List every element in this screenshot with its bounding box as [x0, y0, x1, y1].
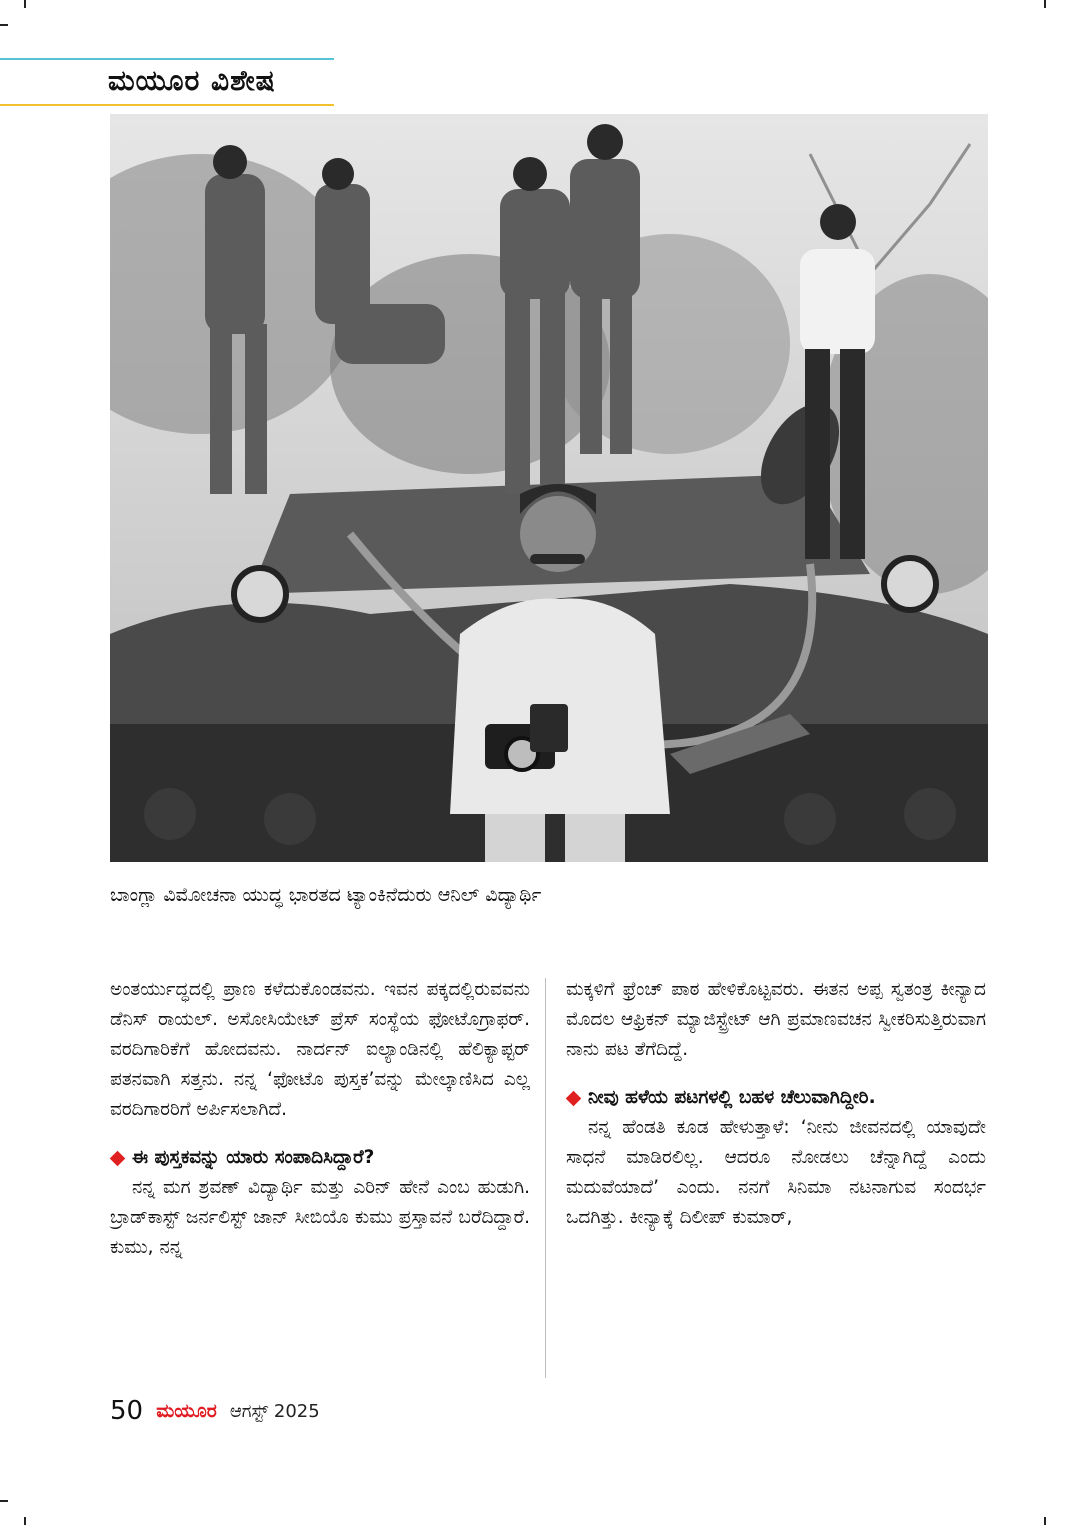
- crop-mark-left-bottom: [0, 1500, 8, 1502]
- header-rule-yellow: [0, 104, 334, 106]
- article-column-left: [110, 975, 530, 1263]
- crop-mark-left-top: [0, 24, 8, 26]
- paragraph: ನನ್ನ ಮಗ ಶ್ರವಣ್ ವಿದ್ಯಾರ್ಥಿ ಮತ್ತು ಎರಿನ್ ಹೇನೆ ಎಂಬ ಹುಡುಗಿ. ಬ್ರಾಡ್‌ಕಾಸ್ಟ್ ಜರ್ನಲಿಸ್ಟ್ ಜಾನ್ ಸೀಬಿಯೊ ಕುಮು ಪ್ರಸ್ತಾವನೆ ಬರೆದಿದ್ದಾರೆ. ಕುಮು, ನನ್ನ: [110, 1177, 530, 1258]
- tank-photo-illustration: [110, 114, 988, 862]
- feature-photo: [110, 114, 988, 862]
- issue-date: ಆಗಸ್ಟ್ 2025: [229, 1400, 320, 1422]
- page-footer: [110, 1396, 320, 1430]
- photo-caption: ಬಾಂಗ್ಲಾ ವಿಮೋಚನಾ ಯುದ್ಧ ಭಾರತದ ಟ್ಯಾಂಕಿನೆದುರು ಆನಿಲ್ ವಿದ್ಯಾರ್ಥಿ: [110, 884, 542, 906]
- interview-question: [110, 1143, 530, 1173]
- magazine-logo: ಮಯೂರ: [156, 1400, 217, 1422]
- question-text: ನೀವು ಹಳೆಯ ಪಟಗಳಲ್ಲಿ ಬಹಳ ಚೆಲುವಾಗಿದ್ದೀರಿ.: [588, 1087, 876, 1108]
- crop-mark-top-left: [24, 0, 26, 8]
- paragraph-gap: [110, 1125, 530, 1143]
- paragraph: ಮಕ್ಕಳಿಗೆ ಫ್ರೆಂಚ್ ಪಾಠ ಹೇಳಿಕೊಟ್ಟವರು. ಈತನ ಅಪ್ಪ ಸ್ವತಂತ್ರ ಕೀನ್ಯಾದ ಮೊದಲ ಆಫ್ರಿಕನ್ ಮ್ಯಾಜಿಸ್ಟ್ರೇಟ್ ಆಗಿ ಪ್ರಮಾಣವಚನ ಸ್ವೀಕರಿಸುತ್ತಿರುವಾಗ ನಾನು ಪಟ ತೆಗೆದಿದ್ದೆ.: [566, 979, 986, 1060]
- crop-mark-top-right: [1044, 0, 1046, 8]
- page-number: 50: [110, 1396, 144, 1426]
- header-rule-teal: [0, 58, 334, 60]
- paragraph: ನನ್ನ ಹೆಂಡತಿ ಕೂಡ ಹೇಳುತ್ತಾಳೆ: ‘ನೀನು ಜೀವನದಲ್ಲಿ ಯಾವುದೇ ಸಾಧನೆ ಮಾಡಿರಲಿಲ್ಲ. ಆದರೂ ನೋಡಲು ಚೆನ್ನಾಗಿದ್ದೆ ಎಂದು ಮದುವೆಯಾದೆ’ ಎಂದು. ನನಗೆ ಸಿನಿಮಾ ನಟನಾಗುವ ಸಂದರ್ಭ ಒದಗಿತ್ತು. ಕೀನ್ಯಾಕ್ಕೆ ದಿಲೀಪ್ ಕುಮಾರ್,: [566, 1117, 986, 1228]
- article-column-right: [566, 975, 986, 1233]
- crop-mark-bottom-left: [24, 1517, 26, 1525]
- paragraph-gap: [566, 1065, 986, 1083]
- diamond-bullet-icon: [110, 1151, 126, 1167]
- question-text: ಈ ಪುಸ್ತಕವನ್ನು ಯಾರು ಸಂಪಾದಿಸಿದ್ದಾರೆ?: [132, 1147, 375, 1168]
- paragraph: ಅಂತರ್ಯುದ್ಧದಲ್ಲಿ ಪ್ರಾಣ ಕಳೆದುಕೊಂಡವನು. ಇವನ ಪಕ್ಕದಲ್ಲಿರುವವನು ಡೆನಿಸ್ ರಾಯಲ್. ಅಸೋಸಿಯೇಟ್ ಪ್ರೆಸ್ ಸಂಸ್ಥೆಯ ಫೋಟೊಗ್ರಾಫರ್. ವರದಿಗಾರಿಕೆಗೆ ಹೋದವನು. ನಾರ್ದನ್ ಐಲ್ಯಾಂಡಿನಲ್ಲಿ ಹೆಲಿಕ್ಯಾಪ್ಟರ್ ಪತನವಾಗಿ ಸತ್ತನು. ನನ್ನ ‘ಫೋಟೊ ಪುಸ್ತಕ’ವನ್ನು ಮೇಲ್ಕಾಣಿಸಿದ ಎಲ್ಲ ವರದಿಗಾರರಿಗೆ ಅರ್ಪಿಸಲಾಗಿದೆ.: [110, 979, 530, 1120]
- crop-mark-bottom-right: [1044, 1517, 1046, 1525]
- column-divider: [545, 978, 546, 1378]
- interview-question: [566, 1083, 986, 1113]
- diamond-bullet-icon: [566, 1091, 582, 1107]
- section-title: ಮಯೂರ ವಿಶೇಷ: [108, 64, 276, 97]
- section-header: [0, 58, 334, 108]
